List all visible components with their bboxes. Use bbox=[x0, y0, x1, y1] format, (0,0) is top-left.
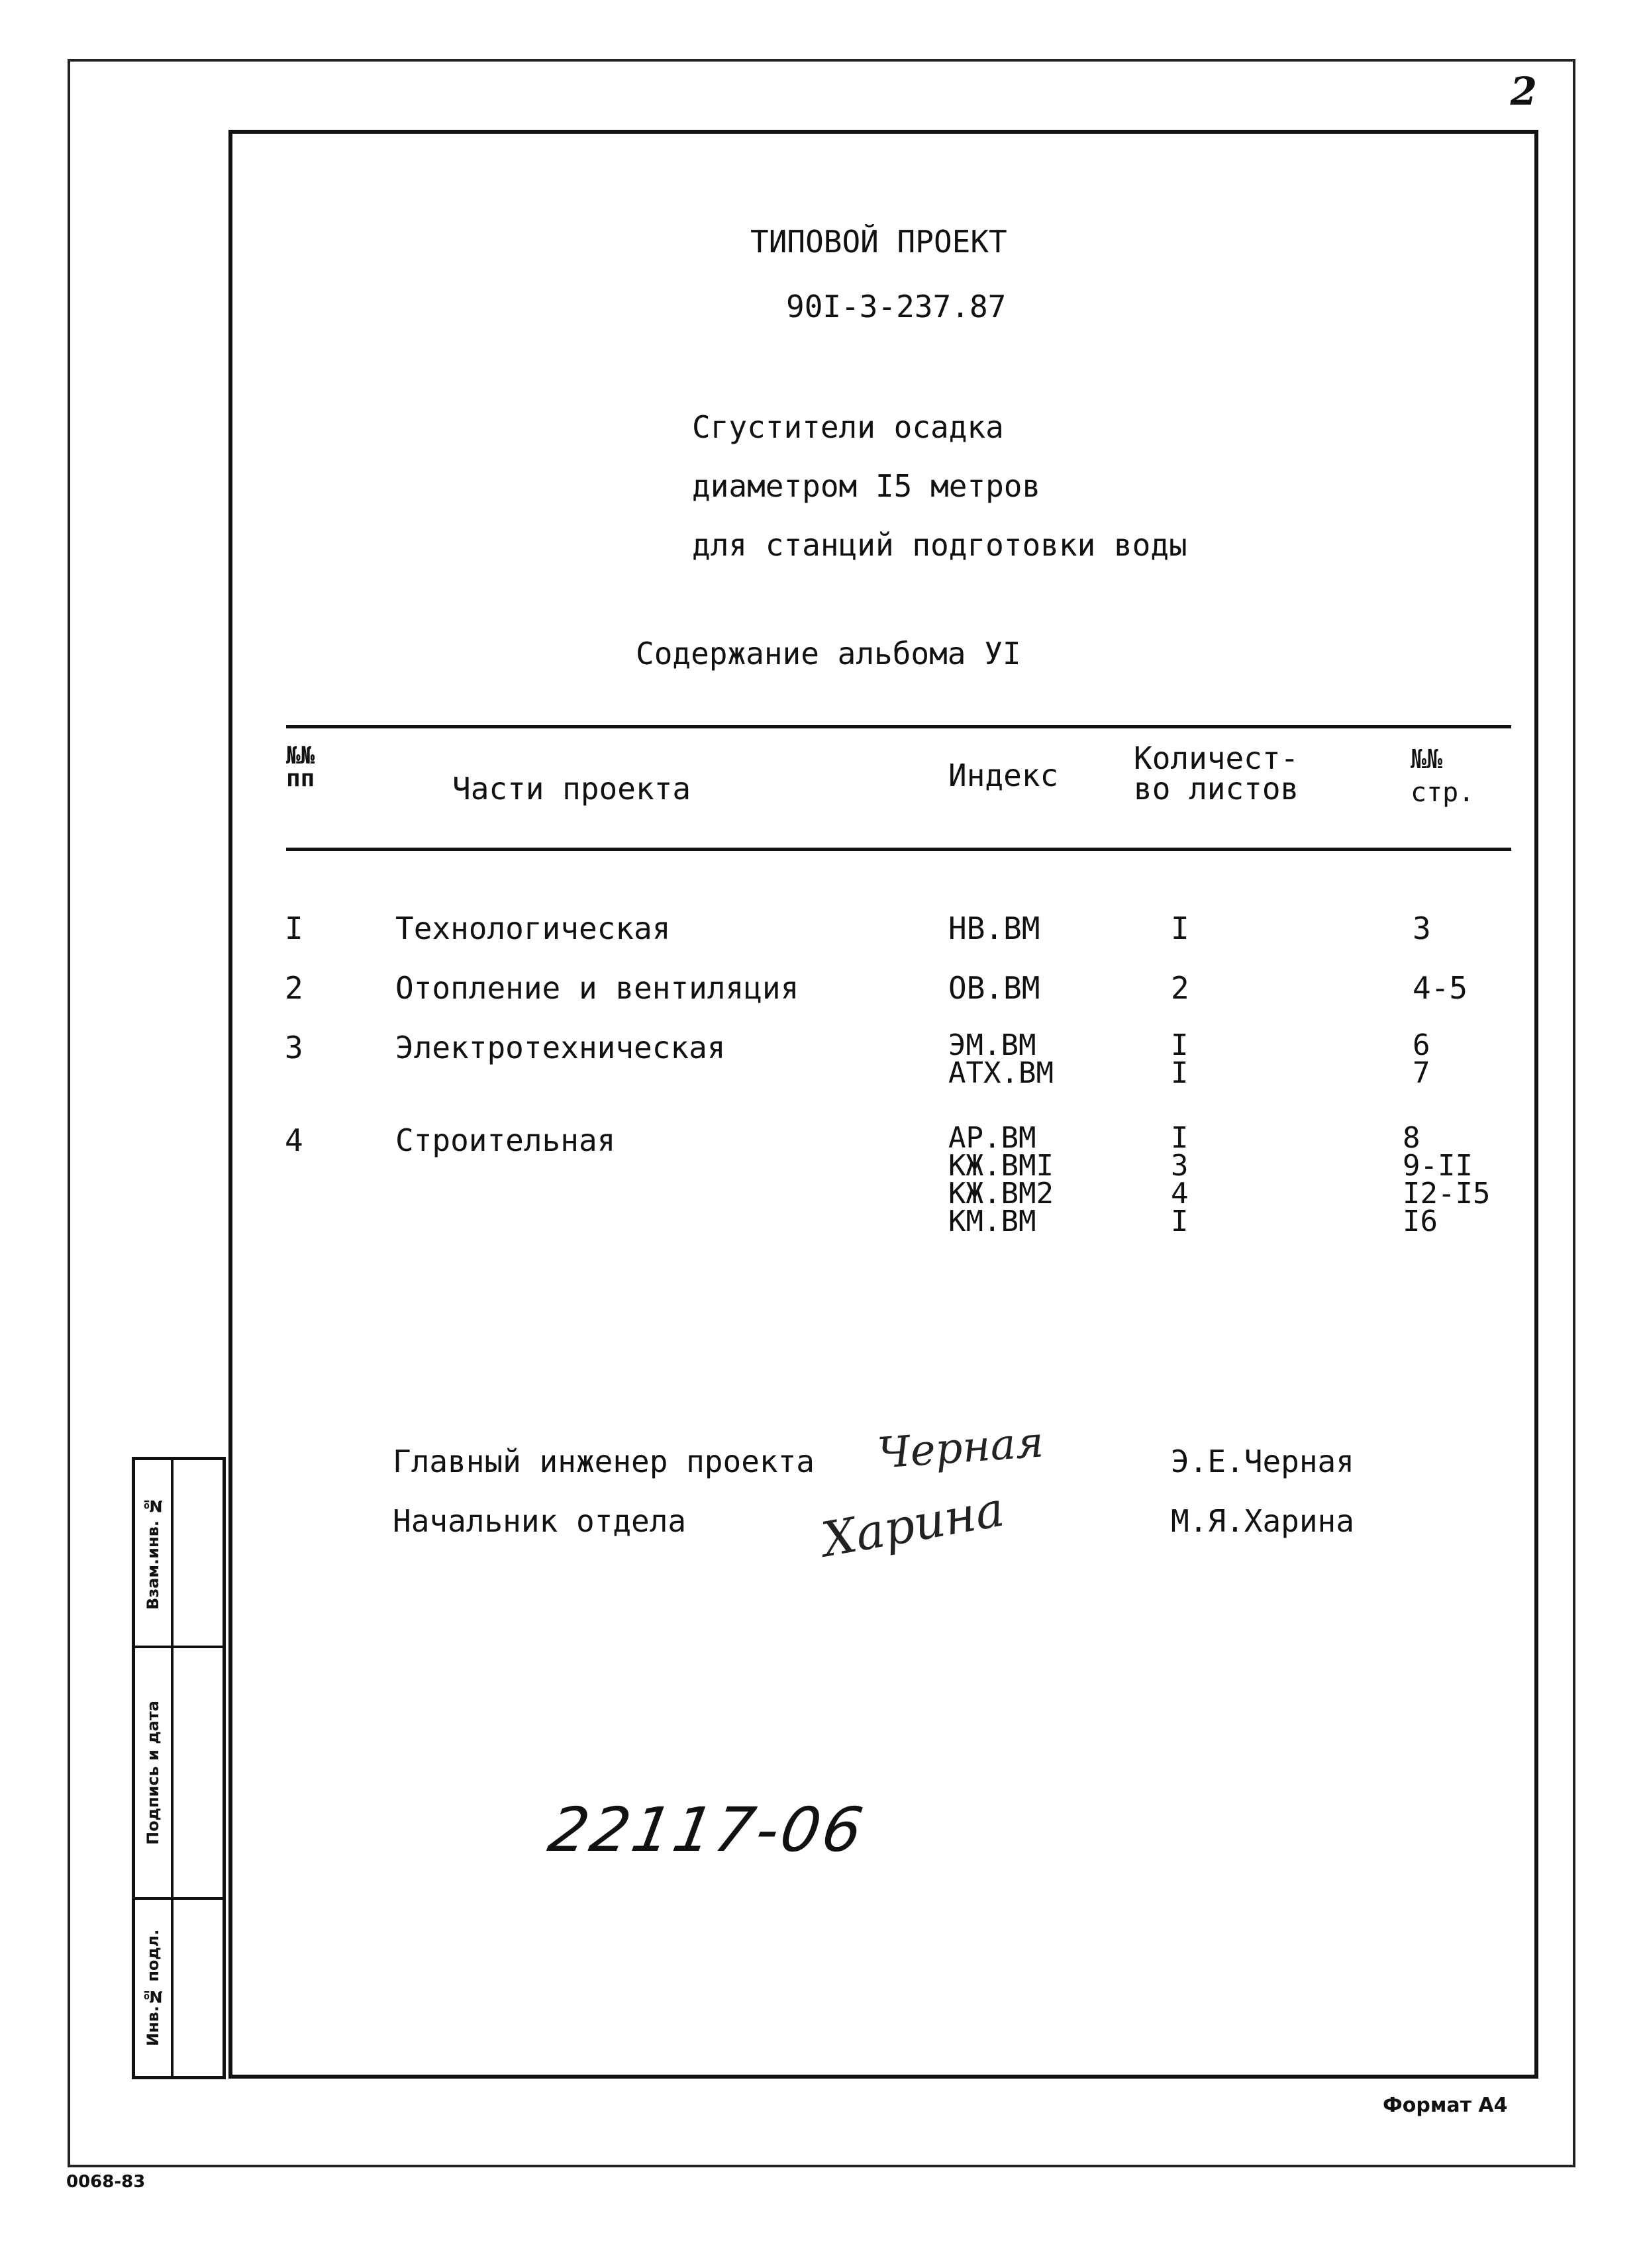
subtitle-line-3: для станций подготовки воды bbox=[692, 527, 1187, 563]
subtitle-line-1: Сгустители осадка bbox=[692, 409, 1004, 445]
row4-sheets-2: 3 bbox=[1171, 1149, 1189, 1183]
row4-page-2: 9-II bbox=[1403, 1149, 1473, 1183]
row1-part: Технологическая bbox=[395, 911, 671, 946]
row2-sheets: 2 bbox=[1171, 970, 1189, 1006]
row4-index-4: КМ.ВМ bbox=[948, 1205, 1036, 1238]
chief-engineer-role: Главный инженер проекта bbox=[393, 1444, 815, 1479]
row3-part: Электротехническая bbox=[395, 1030, 726, 1065]
subtitle-line-2: диаметром I5 метров bbox=[692, 468, 1041, 504]
side-stamp bbox=[132, 1457, 226, 2079]
doc-type-title: ТИПОВОЙ ПРОЕКТ bbox=[750, 224, 1007, 260]
chief-engineer-signature: Черная bbox=[875, 1418, 1046, 1479]
row3-sheets-2: I bbox=[1171, 1056, 1189, 1090]
chief-engineer-name: Э.Е.Черная bbox=[1171, 1444, 1354, 1479]
page-number: 2 bbox=[1510, 69, 1537, 114]
row4-index-3: КЖ.ВМ2 bbox=[948, 1177, 1054, 1210]
row4-index-2: КЖ.ВМI bbox=[948, 1149, 1054, 1183]
project-number: 90I-3-237.87 bbox=[786, 289, 1007, 324]
form-code: 0068-83 bbox=[66, 2172, 146, 2192]
row2-part: Отопление и вентиляция bbox=[395, 970, 799, 1006]
row2-num: 2 bbox=[285, 970, 303, 1006]
row3-index-2: АТХ.ВМ bbox=[948, 1056, 1054, 1090]
row1-num: I bbox=[285, 911, 303, 946]
table-top-rule bbox=[286, 725, 1511, 728]
header-num: №№ пп bbox=[286, 742, 315, 792]
row1-index: НВ.ВМ bbox=[948, 911, 1040, 946]
row3-pages-list bbox=[1413, 1028, 1430, 1090]
side-label-replacement: Взам.инв. № bbox=[144, 1496, 162, 1610]
row3-index-list bbox=[948, 1028, 1054, 1090]
row3-page-2: 7 bbox=[1413, 1056, 1430, 1090]
department-head-role: Начальник отдела bbox=[393, 1503, 687, 1539]
row1-page: 3 bbox=[1413, 911, 1431, 946]
row3-page-1: 6 bbox=[1413, 1028, 1430, 1062]
row4-index-1: АР.ВМ bbox=[948, 1121, 1036, 1155]
department-head-name: М.Я.Харина bbox=[1171, 1503, 1354, 1539]
row4-sheets-3: 4 bbox=[1171, 1177, 1189, 1210]
department-head-signature: Харина bbox=[817, 1481, 1009, 1568]
side-stamp-column-divider bbox=[171, 1460, 174, 2076]
handwritten-number: 22117-06 bbox=[543, 1795, 871, 1865]
row4-page-1: 8 bbox=[1403, 1121, 1420, 1155]
row2-page: 4-5 bbox=[1413, 970, 1468, 1006]
header-index: Индекс bbox=[948, 758, 1059, 793]
row4-part: Строительная bbox=[395, 1122, 616, 1158]
row4-pages-list bbox=[1403, 1121, 1491, 1238]
row4-num: 4 bbox=[285, 1122, 303, 1158]
header-sheets: Количест- во листов bbox=[1134, 740, 1299, 807]
row3-index-1: ЭМ.ВМ bbox=[948, 1028, 1036, 1062]
side-label-signature-date: Подпись и дата bbox=[144, 1701, 162, 1845]
row3-sheets-1: I bbox=[1171, 1028, 1189, 1062]
row4-index-list bbox=[948, 1121, 1054, 1238]
row2-index: ОВ.ВМ bbox=[948, 970, 1040, 1006]
row3-num: 3 bbox=[285, 1030, 303, 1065]
row4-sheets-4: I bbox=[1171, 1205, 1189, 1238]
header-page: №№ стр. bbox=[1411, 744, 1475, 808]
row4-sheets-list bbox=[1171, 1121, 1189, 1238]
table-header-rule bbox=[286, 848, 1511, 851]
header-part: Части проекта bbox=[452, 771, 691, 807]
row4-page-3: I2-I5 bbox=[1403, 1177, 1491, 1210]
row4-page-4: I6 bbox=[1403, 1205, 1438, 1238]
row3-sheets-list bbox=[1171, 1028, 1189, 1090]
row4-sheets-1: I bbox=[1171, 1121, 1189, 1155]
side-label-inventory: Инв.№ подл. bbox=[144, 1929, 162, 2047]
row1-sheets: I bbox=[1171, 911, 1189, 946]
album-contents-title: Содержание альбома УI bbox=[636, 636, 1021, 671]
format-label: Формат А4 bbox=[1383, 2094, 1508, 2117]
